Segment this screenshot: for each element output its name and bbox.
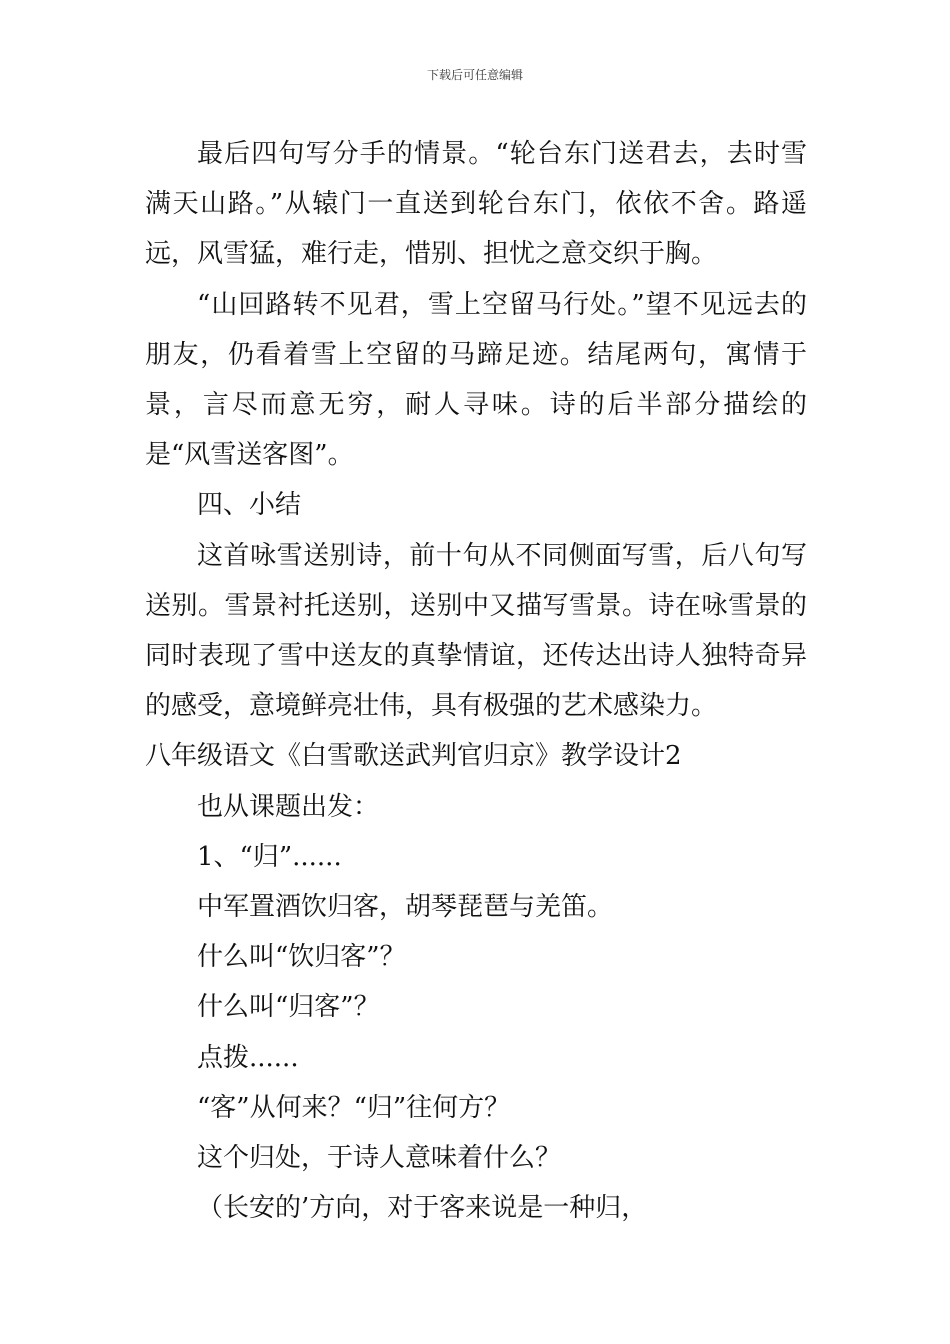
paragraph: 什么叫“归客”？ xyxy=(197,992,380,1023)
paragraph: 这个归处，于诗人意味着什么？ xyxy=(197,1143,562,1174)
paragraph: （长安的’方向，对于客来说是一种归， xyxy=(197,1193,648,1224)
paragraph: 1、“归”...... xyxy=(197,841,342,872)
document-body xyxy=(145,129,807,1233)
paragraph: 最后四句写分手的情景。“轮台东门送君去，去时雪满天山路。”从辕门一直送到轮台东门，依依不舍。路遥远，风雪猛，难行走，惜别、担忧之意交织于胸。 xyxy=(145,139,807,270)
section-heading: 四、小结 xyxy=(197,490,302,521)
paragraph: 也从课题出发： xyxy=(197,791,380,822)
paragraph: “客”从何来？“归”往何方？ xyxy=(197,1092,511,1123)
paragraph: 中军置酒饮归客，胡琴琵琶与羌笛。 xyxy=(197,892,614,923)
paragraph: 什么叫“饮归客”？ xyxy=(197,942,406,973)
page-header: 下载后可任意编辑 xyxy=(426,68,523,82)
paragraph: 这首咏雪送别诗，前十句从不同侧面写雪，后八句写送别。雪景衬托送别，送别中又描写雪景。诗在咏雪景的同时表现了雪中送友的真挚情谊，还传达出诗人独特奇异的感受，意境鲜亮壮伟，具有极强的艺术感染力。 xyxy=(145,540,807,722)
paragraph: 点拨...... xyxy=(197,1042,299,1073)
document-title: 八年级语文《白雪歌送武判官归京》教学设计2 xyxy=(145,741,682,772)
paragraph: “山回路转不见君，雪上空留马行处。”望不见远去的朋友，仍看着雪上空留的马蹄足迹。结尾两句，寓情于景，言尽而意无穷，耐人寻味。诗的后半部分描绘的是“风雪送客图”。 xyxy=(145,289,807,471)
